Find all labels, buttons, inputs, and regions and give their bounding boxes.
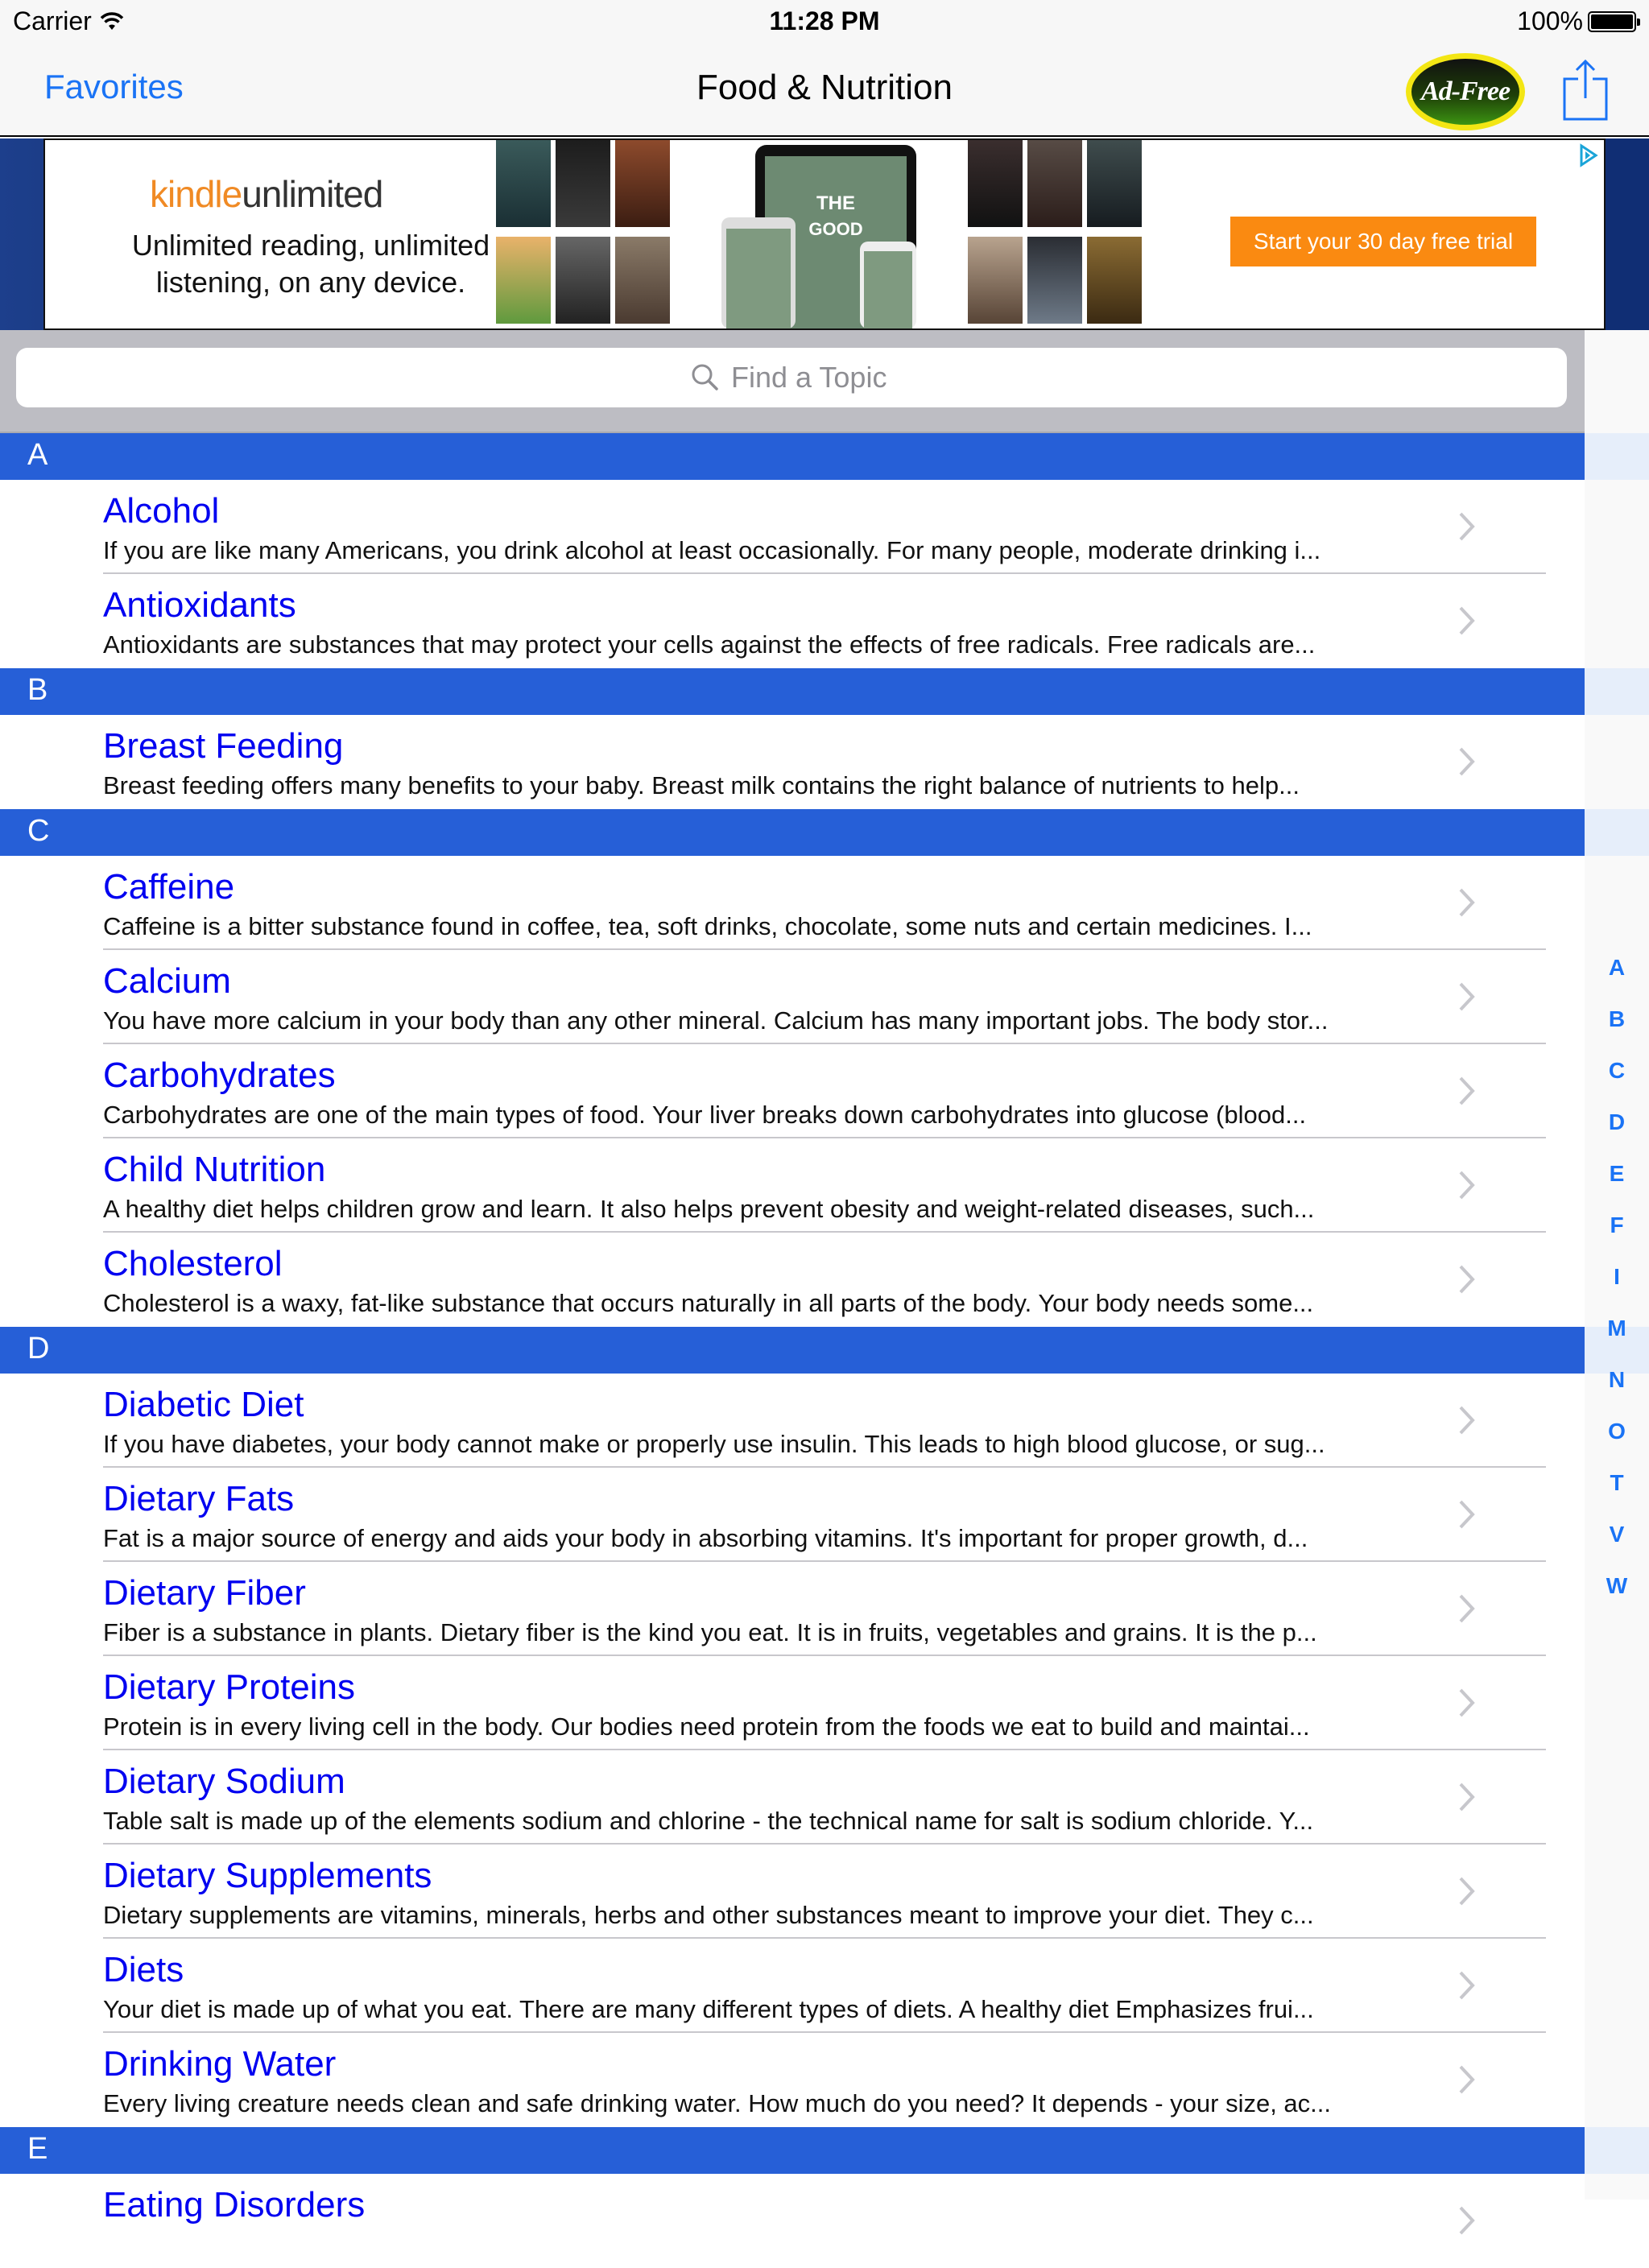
section-letter: E	[27, 2132, 48, 2166]
ad-choices-icon[interactable]	[1578, 143, 1599, 167]
index-letter[interactable]: C	[1608, 1058, 1626, 1083]
svg-text:THE: THE	[816, 192, 855, 214]
section-header-bar	[0, 2127, 1585, 2174]
chevron-right-icon	[1457, 981, 1477, 1013]
topic-description: If you are like many Americans, you drink alcohol at least occasionally. For many people, moderate drinking i...	[103, 536, 1321, 564]
topic-row[interactable]	[0, 1845, 1585, 1939]
section-header	[0, 2127, 1649, 2174]
topic-description: Antioxidants are substances that may protect your cells against the effects of free radicals. Free radicals are...	[103, 630, 1316, 659]
clock: 11:28 PM	[769, 6, 880, 35]
chevron-right-icon	[1457, 1687, 1477, 1719]
section-header-bar	[0, 809, 1585, 856]
topic-description: Table salt is made up of the elements sodium and chlorine - the technical name for salt is sodium chloride. Y...	[103, 1807, 1314, 1835]
ad-free-label: Ad-Free	[1411, 59, 1519, 125]
topic-row[interactable]	[0, 1044, 1585, 1138]
section-header-bar	[0, 1327, 1585, 1374]
favorites-button[interactable]: Favorites	[44, 68, 184, 105]
topic-title: Child Nutrition	[103, 1150, 326, 1189]
chevron-right-icon	[1457, 1969, 1477, 2002]
topic-row[interactable]	[0, 2033, 1585, 2127]
topic-title: Carbohydrates	[103, 1056, 336, 1095]
index-letter[interactable]: A	[1608, 955, 1626, 980]
index-letter[interactable]: N	[1608, 1367, 1626, 1392]
ad-content[interactable]	[43, 138, 1606, 330]
section-letter: B	[27, 673, 48, 707]
topic-row[interactable]	[0, 715, 1585, 809]
index-letter[interactable]: M	[1607, 1316, 1626, 1341]
chevron-right-icon	[1457, 1169, 1477, 1201]
index-letter[interactable]: F	[1610, 1212, 1624, 1237]
topic-title: Dietary Proteins	[103, 1667, 356, 1707]
section-header	[0, 809, 1649, 856]
topic-row[interactable]	[0, 1468, 1585, 1562]
section-header	[0, 1327, 1649, 1374]
topic-row[interactable]	[0, 480, 1585, 574]
topic-title: Antioxidants	[103, 585, 296, 625]
topic-title: Dietary Fiber	[103, 1573, 306, 1613]
index-letter[interactable]: D	[1608, 1109, 1626, 1134]
section-header	[0, 433, 1649, 480]
chevron-right-icon	[1457, 886, 1477, 919]
search-icon	[691, 363, 720, 392]
topic-title: Breast Feeding	[103, 726, 344, 766]
battery-percent: 100%	[1517, 6, 1583, 35]
topic-title: Dietary Supplements	[103, 1856, 432, 1895]
topic-title: Dietary Sodium	[103, 1762, 345, 1801]
topic-row[interactable]	[0, 856, 1585, 950]
topic-row[interactable]	[0, 1562, 1585, 1656]
topic-description: Cholesterol is a waxy, fat-like substance that occurs naturally in all parts of the body. Your body needs some...	[103, 1289, 1314, 1317]
index-letter[interactable]: I	[1614, 1264, 1620, 1289]
section-header-bar	[0, 668, 1585, 715]
topic-row[interactable]	[0, 574, 1585, 668]
device-image	[721, 145, 931, 328]
chevron-right-icon	[1457, 1263, 1477, 1295]
topic-title: Alcohol	[103, 491, 220, 531]
topic-title: Drinking Water	[103, 2044, 337, 2084]
index-letter[interactable]: O	[1608, 1419, 1626, 1444]
search-field[interactable]	[16, 348, 1567, 407]
section-header	[0, 668, 1649, 715]
battery-icon	[1588, 11, 1636, 32]
svg-text:GOOD: GOOD	[808, 219, 863, 239]
topic-description: You have more calcium in your body than any other mineral. Calcium has many important jobs. The body stor...	[103, 1006, 1329, 1035]
topic-list	[0, 433, 1649, 2268]
search-input[interactable]	[731, 361, 892, 395]
section-letter: D	[27, 1332, 50, 1365]
topic-title: Diets	[103, 1950, 184, 1989]
status-bar	[0, 0, 1649, 45]
section-header-index-tint	[1585, 2127, 1649, 2174]
section-letter: A	[27, 438, 48, 472]
topic-title: Dietary Fats	[103, 1479, 295, 1518]
battery-indicator	[1517, 6, 1636, 36]
index-letter[interactable]: B	[1608, 1006, 1626, 1031]
topic-description: Your diet is made up of what you eat. There are many different types of diets. A healthy diet Emphasizes frui...	[103, 1995, 1314, 2023]
topic-title: Caffeine	[103, 867, 235, 907]
topic-description: If you have diabetes, your body cannot make or properly use insulin. This leads to high blood glucose, or sug...	[103, 1430, 1325, 1458]
chevron-right-icon	[1457, 746, 1477, 778]
topic-row[interactable]	[0, 2174, 1585, 2268]
chevron-right-icon	[1457, 1781, 1477, 1813]
topic-title: Cholesterol	[103, 1244, 283, 1283]
index-letter[interactable]: V	[1609, 1522, 1625, 1547]
topic-description: Carbohydrates are one of the main types of food. Your liver breaks down carbohydrates into glucose (blood...	[103, 1101, 1307, 1129]
topic-row[interactable]	[0, 1656, 1585, 1750]
free-trial-button[interactable]: Start your 30 day free trial	[1230, 217, 1536, 266]
chevron-right-icon	[1457, 605, 1477, 637]
section-header-bar	[0, 433, 1585, 480]
topic-title: Eating Disorders	[103, 2185, 366, 2225]
chevron-right-icon	[1457, 510, 1477, 543]
index-letter[interactable]: W	[1606, 1573, 1628, 1598]
section-header-index-tint	[1585, 668, 1649, 715]
navigation-bar	[0, 45, 1649, 137]
topic-row[interactable]	[0, 1233, 1585, 1327]
chevron-right-icon	[1457, 1593, 1477, 1625]
chevron-right-icon	[1457, 2204, 1477, 2237]
chevron-right-icon	[1457, 1875, 1477, 1907]
search-bar	[0, 330, 1585, 433]
index-letter[interactable]: E	[1609, 1161, 1625, 1186]
page-title: Food & Nutrition	[696, 68, 953, 107]
ad-tagline: Unlimited reading, unlimited listening, on any device.	[131, 229, 490, 299]
index-letter[interactable]: T	[1610, 1470, 1624, 1495]
chevron-right-icon	[1457, 1404, 1477, 1436]
book-collage-left	[496, 140, 670, 328]
ad-free-button[interactable]	[1406, 53, 1525, 130]
topic-description: Dietary supplements are vitamins, minerals, herbs and other substances meant to improve your diet. They c...	[103, 1901, 1314, 1929]
topic-description: A healthy diet helps children grow and learn. It also helps prevent obesity and weight-related diseases, such...	[103, 1195, 1315, 1223]
topic-row[interactable]	[0, 950, 1585, 1044]
carrier-label: Carrier	[13, 6, 92, 35]
topic-title: Diabetic Diet	[103, 1385, 304, 1424]
topic-description: Caffeine is a bitter substance found in coffee, tea, soft drinks, chocolate, some nuts and certain medicines. I...	[103, 912, 1312, 940]
section-letter: C	[27, 814, 50, 848]
topic-description: Fat is a major source of energy and aids your body in absorbing vitamins. It's important for proper growth, d...	[103, 1524, 1308, 1552]
section-header-index-tint	[1585, 809, 1649, 856]
topic-description: Every living creature needs clean and safe drinking water. How much do you need? It depends - your size, ac...	[103, 2089, 1332, 2117]
chevron-right-icon	[1457, 1498, 1477, 1531]
topic-row[interactable]	[0, 1939, 1585, 2033]
chevron-right-icon	[1457, 1075, 1477, 1107]
topic-description: Protein is in every living cell in the body. Our bodies need protein from the foods we eat to build and maintai...	[103, 1712, 1310, 1741]
topic-title: Calcium	[103, 961, 231, 1001]
topic-row[interactable]	[0, 1750, 1585, 1845]
topic-description: Fiber is a substance in plants. Dietary fiber is the kind you eat. It is in fruits, vegetables and grains. It is the p...	[103, 1618, 1317, 1646]
ad-brand-logo: kindleunlimited	[150, 173, 383, 215]
topic-description: Breast feeding offers many benefits to your baby. Breast milk contains the right balance of nutrients to help...	[103, 771, 1300, 799]
chevron-right-icon	[1457, 2064, 1477, 2096]
share-icon[interactable]	[1560, 58, 1610, 122]
topic-row[interactable]	[0, 1138, 1585, 1233]
section-header-index-tint	[1585, 433, 1649, 480]
section-index[interactable]	[1585, 942, 1649, 1612]
topic-row[interactable]	[0, 1374, 1585, 1468]
book-collage-right	[968, 140, 1142, 328]
ad-banner[interactable]	[0, 138, 1649, 330]
